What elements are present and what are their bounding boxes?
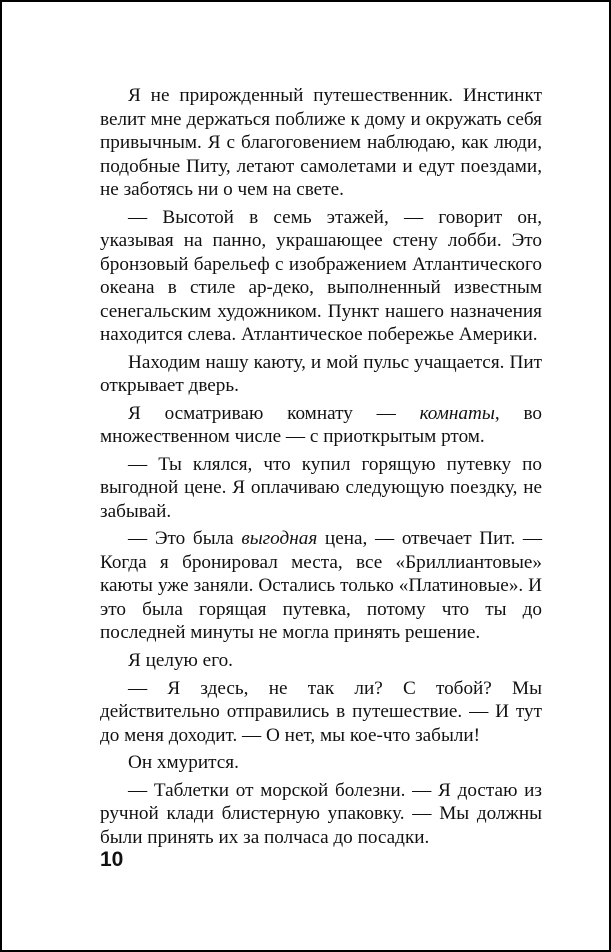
text-run: цена, — отвечает Пит. — Когда я бронировал места, все «Бриллиантовые» каюты уже заняли. Остались только «Платиновые». И это была горящая путевка, потому что ты до последней минуты не могла принять решение. (100, 528, 543, 644)
paragraph (100, 351, 542, 398)
paragraph (100, 527, 542, 645)
text-run: Он хмурится. (128, 752, 239, 774)
paragraph (100, 84, 542, 202)
text-run: — Ты клялся, что купил горящую путевку по выгодной цене. Я оплачиваю следующую поездку, не забывай. (100, 453, 542, 522)
paragraph (100, 649, 542, 673)
italic-text: выгодная (241, 528, 318, 550)
text-run: , во множественном числе — с приоткрытым ртом. (100, 402, 542, 448)
paragraph (100, 677, 542, 748)
body-text (100, 84, 542, 849)
paragraph (100, 453, 542, 524)
text-run: Я не прирожденный путешественник. Инстинкт велит мне держаться поближе к дому и окружать себя привычным. Я с благоговением наблюдаю, как люди, подобные Питу, летают самолетами и едут поездами, не заботясь ни о чем на свете. (100, 85, 542, 200)
text-run: Я целую его. (128, 650, 233, 672)
text-run: Находим нашу каюту, и мой пульс учащается. Пит открывает дверь. (100, 351, 542, 397)
text-run: — Это была (128, 528, 242, 550)
paragraph (100, 751, 542, 775)
paragraph (100, 206, 542, 347)
italic-text: комнаты (419, 402, 495, 424)
text-run: Я осматриваю комнату — (128, 402, 420, 424)
text-run: — Я здесь, не так ли? С тобой? Мы действительно отправились в путешествие. — И тут до меня доходит. — О нет, мы кое-что забыли! (100, 677, 542, 746)
paragraph (100, 779, 542, 850)
page-number: 10 (100, 848, 124, 871)
paragraph (100, 402, 542, 449)
text-run: — Таблетки от морской болезни. — Я достаю из ручной клади блистерную упаковку. — Мы должны были принять их за полчаса до посадки. (100, 779, 542, 848)
text-run: — Высотой в семь этажей, — говорит он, указывая на панно, украшающее стену лобби. Это бронзовый барельеф с изображением Атлантического океана в стиле ар-деко, выполненный известным сенегальским художником. Пункт нашего назначения находится слева. Атлантическое побережье Америки. (100, 206, 542, 346)
